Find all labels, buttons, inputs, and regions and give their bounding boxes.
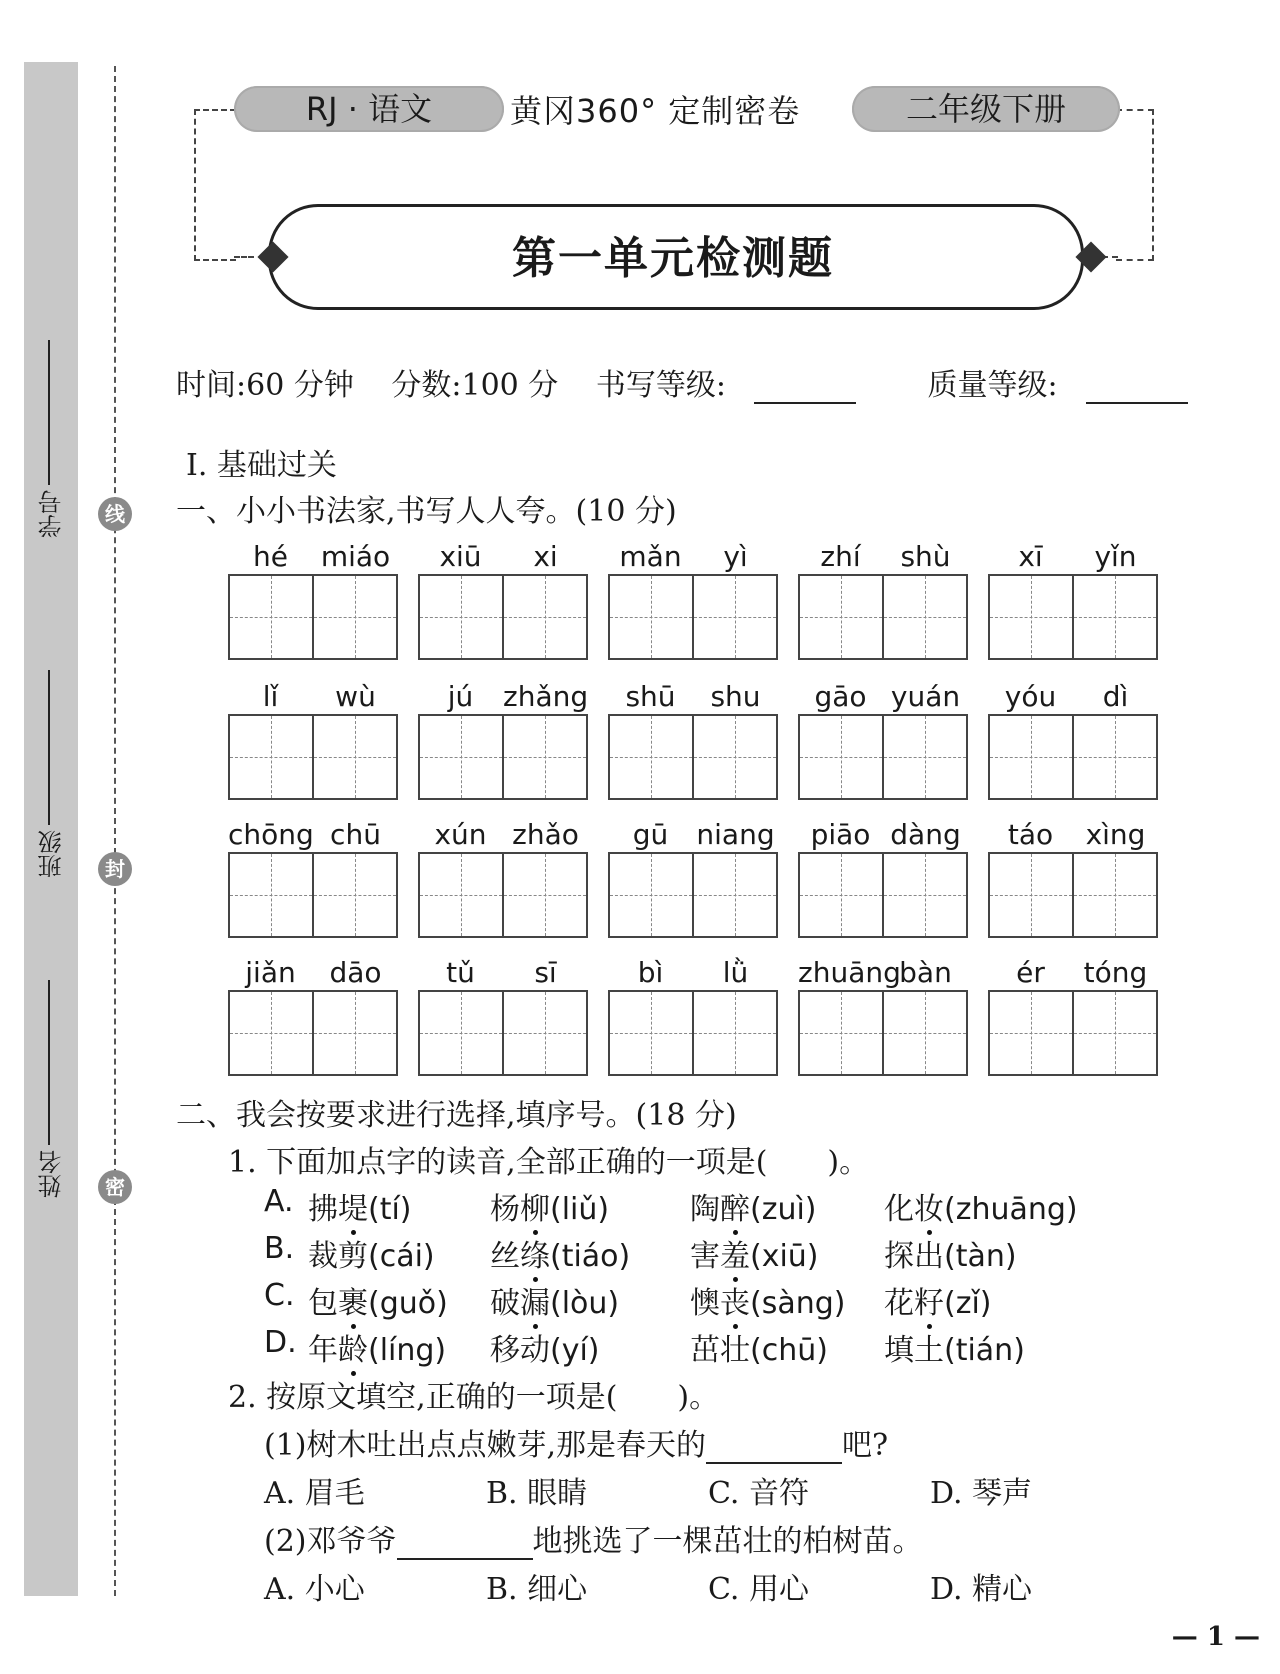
q1-option-word bbox=[308, 1278, 448, 1322]
dotted-char: 羞 bbox=[720, 1239, 750, 1274]
writing-grid[interactable] bbox=[798, 714, 968, 800]
sub2-option-c[interactable]: C. 用心 bbox=[708, 1572, 809, 1607]
pinyin-syllable: ér bbox=[1016, 956, 1045, 989]
pinyin-syllable: dāo bbox=[329, 956, 382, 989]
pinyin-syllable: shū bbox=[625, 680, 676, 713]
sub2-option-b[interactable]: B. 细心 bbox=[486, 1572, 588, 1607]
writing-grid[interactable] bbox=[418, 990, 588, 1076]
writing-cell[interactable] bbox=[610, 716, 692, 798]
writing-cell[interactable] bbox=[420, 716, 502, 798]
q1-option-label-a[interactable]: A. bbox=[264, 1184, 294, 1219]
seal-secret-char: 密 bbox=[98, 1170, 132, 1204]
pinyin-syllable: zhí bbox=[820, 540, 861, 573]
pinyin-syllable: dì bbox=[1102, 680, 1129, 713]
pinyin-syllable: miáo bbox=[320, 540, 391, 573]
pinyin-syllable: jú bbox=[447, 680, 474, 713]
dotted-char: 妆 bbox=[914, 1192, 944, 1227]
q1-option-word bbox=[884, 1184, 1078, 1228]
q1-option-word bbox=[308, 1325, 446, 1369]
section2-heading: 二、我会按要求进行选择,填序号。(18 分) bbox=[176, 1098, 737, 1133]
dotted-char: 剪 bbox=[338, 1239, 368, 1274]
writing-cell[interactable] bbox=[312, 576, 396, 658]
writing-cell[interactable] bbox=[502, 576, 586, 658]
word-char: 杨 bbox=[490, 1192, 520, 1227]
dotted-char: 壮 bbox=[720, 1333, 750, 1368]
writing-cell[interactable] bbox=[502, 992, 586, 1074]
pinyin-syllable: mǎn bbox=[619, 540, 682, 573]
class-blank[interactable] bbox=[48, 670, 50, 825]
writing-cell[interactable] bbox=[692, 854, 776, 936]
word-char: 拂 bbox=[308, 1192, 338, 1227]
question-1-stem: 1. 下面加点字的读音,全部正确的一项是( )。 bbox=[228, 1145, 870, 1180]
pronunciation: (chū) bbox=[750, 1333, 828, 1368]
writing-cell[interactable] bbox=[1072, 992, 1156, 1074]
question-2-stem: 2. 按原文填空,正确的一项是( )。 bbox=[228, 1380, 720, 1415]
pinyin-syllable: sī bbox=[534, 956, 557, 989]
cut-line bbox=[114, 66, 116, 1596]
writing-cell[interactable] bbox=[990, 576, 1072, 658]
writing-cell[interactable] bbox=[692, 576, 776, 658]
word-char: 包 bbox=[308, 1286, 338, 1321]
word-char: 丝 bbox=[490, 1239, 520, 1274]
writing-cell[interactable] bbox=[692, 716, 776, 798]
writing-cell[interactable] bbox=[610, 576, 692, 658]
writing-cell[interactable] bbox=[800, 576, 882, 658]
word-char: 年 bbox=[308, 1333, 338, 1368]
writing-cell[interactable] bbox=[882, 716, 966, 798]
sub1-answer-blank[interactable] bbox=[706, 1432, 842, 1464]
pinyin-syllable: xī bbox=[1018, 540, 1043, 573]
sub1-option-c[interactable]: C. 音符 bbox=[708, 1476, 809, 1511]
writing-cell[interactable] bbox=[990, 992, 1072, 1074]
writing-grid[interactable] bbox=[988, 714, 1158, 800]
writing-cell[interactable] bbox=[610, 854, 692, 936]
pinyin-syllable: tóng bbox=[1083, 956, 1148, 989]
pronunciation: (tián) bbox=[944, 1333, 1025, 1368]
writing-grade-label: 书写等级: bbox=[595, 368, 726, 403]
q1-option-word bbox=[884, 1231, 1017, 1275]
quality-grade-label: 质量等级: bbox=[927, 368, 1058, 403]
word-char: 破 bbox=[490, 1286, 520, 1321]
pronunciation: (xiū) bbox=[750, 1239, 819, 1274]
writing-cell[interactable] bbox=[230, 854, 312, 936]
sub2-text-after: 地挑选了一棵茁壮的柏树苗。 bbox=[532, 1524, 923, 1559]
pronunciation: (zuì) bbox=[750, 1192, 817, 1227]
word-char: 探 bbox=[884, 1239, 914, 1274]
writing-cell[interactable] bbox=[800, 854, 882, 936]
pinyin-syllable: bàn bbox=[899, 956, 952, 989]
writing-cell[interactable] bbox=[420, 992, 502, 1074]
writing-cell[interactable] bbox=[1072, 854, 1156, 936]
pinyin-syllable: yǐn bbox=[1094, 540, 1137, 573]
writing-grid[interactable] bbox=[798, 574, 968, 660]
pinyin-syllable: hé bbox=[253, 540, 288, 573]
writing-grid[interactable] bbox=[228, 852, 398, 938]
pronunciation: (lòu) bbox=[550, 1286, 620, 1321]
section1-heading: 一、小小书法家,书写人人夸。(10 分) bbox=[176, 494, 677, 529]
pinyin-syllable: piāo bbox=[810, 818, 871, 851]
header-frame-right bbox=[1116, 109, 1154, 261]
pronunciation: (cái) bbox=[368, 1239, 435, 1274]
page-number: — 1 — bbox=[1171, 1622, 1260, 1652]
writing-cell[interactable] bbox=[420, 576, 502, 658]
q1-option-word bbox=[690, 1231, 819, 1275]
sub2-answer-blank[interactable] bbox=[397, 1528, 533, 1560]
dotted-char: 柳 bbox=[520, 1192, 550, 1227]
sub1-text-before: (1)树木吐出点点嫩芽,那是春天的 bbox=[264, 1428, 707, 1463]
writing-cell[interactable] bbox=[502, 716, 586, 798]
q1-option-word bbox=[308, 1184, 412, 1228]
writing-cell[interactable] bbox=[882, 576, 966, 658]
dotted-char: 动 bbox=[520, 1333, 550, 1368]
pinyin-syllable: shù bbox=[900, 540, 951, 573]
page-title: 第一单元检测题 bbox=[512, 233, 834, 284]
writing-grid[interactable] bbox=[608, 574, 778, 660]
q1-option-word bbox=[490, 1231, 630, 1275]
sub2-option-a[interactable]: A. 小心 bbox=[264, 1572, 365, 1607]
word-char: 害 bbox=[690, 1239, 720, 1274]
q1-option-label-c[interactable]: C. bbox=[264, 1278, 295, 1313]
name-blank[interactable] bbox=[48, 980, 50, 1145]
exam-info bbox=[176, 360, 1216, 404]
dotted-char: 绦 bbox=[520, 1239, 550, 1274]
writing-cell[interactable] bbox=[502, 854, 586, 936]
pinyin-syllable: yuán bbox=[890, 680, 961, 713]
pinyin-syllable: bì bbox=[637, 956, 664, 989]
pronunciation: (liǔ) bbox=[550, 1192, 610, 1227]
pinyin-syllable: xìng bbox=[1085, 818, 1146, 851]
word-char: 懊 bbox=[690, 1286, 720, 1321]
pinyin-syllable: zhǎng bbox=[503, 680, 589, 713]
dotted-char: 裹 bbox=[338, 1286, 368, 1321]
pinyin-syllable: chōng bbox=[228, 818, 314, 851]
dotted-char: 醉 bbox=[720, 1192, 750, 1227]
pinyin-syllable: yì bbox=[723, 540, 748, 573]
subject-badge: RJ · 语文 bbox=[234, 86, 504, 132]
seal-seal-char: 封 bbox=[98, 852, 132, 886]
question-2-sub2 bbox=[264, 1516, 923, 1560]
q1-option-word bbox=[690, 1325, 828, 1369]
writing-cell[interactable] bbox=[312, 992, 396, 1074]
writing-cell[interactable] bbox=[800, 716, 882, 798]
dotted-char: 龄 bbox=[338, 1333, 368, 1368]
writing-grid[interactable] bbox=[228, 574, 398, 660]
dotted-char: 出 bbox=[914, 1239, 944, 1274]
pronunciation: (tí) bbox=[368, 1192, 412, 1227]
pinyin-syllable: gū bbox=[632, 818, 669, 851]
pinyin-syllable: yóu bbox=[1004, 680, 1057, 713]
pinyin-syllable: wù bbox=[335, 680, 376, 713]
q1-option-word bbox=[884, 1325, 1025, 1369]
sub1-text-after: 吧? bbox=[842, 1428, 889, 1463]
writing-grid[interactable] bbox=[418, 574, 588, 660]
q1-option-word bbox=[690, 1184, 817, 1228]
student-id-label: 学号 bbox=[38, 490, 66, 538]
writing-cell[interactable] bbox=[882, 992, 966, 1074]
header-frame-left bbox=[194, 109, 236, 261]
word-char: 填 bbox=[884, 1333, 914, 1368]
sub2-option-d[interactable]: D. 精心 bbox=[930, 1572, 1033, 1607]
student-id-blank[interactable] bbox=[48, 340, 50, 485]
pronunciation: (zǐ) bbox=[944, 1286, 992, 1321]
word-char: 陶 bbox=[690, 1192, 720, 1227]
word-char: 茁 bbox=[690, 1333, 720, 1368]
sub2-text-before: (2)邓爷爷 bbox=[264, 1524, 397, 1559]
pronunciation: (tiáo) bbox=[550, 1239, 631, 1274]
dotted-char: 堤 bbox=[338, 1192, 368, 1227]
pinyin-syllable: xún bbox=[434, 818, 487, 851]
pinyin-syllable: lǐ bbox=[262, 680, 279, 713]
writing-grid[interactable] bbox=[608, 852, 778, 938]
pinyin-syllable: zhuāng bbox=[798, 956, 901, 989]
writing-cell[interactable] bbox=[610, 992, 692, 1074]
writing-grid[interactable] bbox=[228, 990, 398, 1076]
writing-grid[interactable] bbox=[988, 990, 1158, 1076]
binding-margin bbox=[24, 62, 78, 1596]
writing-grid[interactable] bbox=[988, 574, 1158, 660]
pronunciation: (tàn) bbox=[944, 1239, 1017, 1274]
word-char: 裁 bbox=[308, 1239, 338, 1274]
pinyin-syllable: chū bbox=[330, 818, 381, 851]
writing-cell[interactable] bbox=[990, 854, 1072, 936]
writing-grid[interactable] bbox=[798, 990, 968, 1076]
pronunciation: (guǒ) bbox=[368, 1286, 448, 1321]
pinyin-syllable: lǜ bbox=[722, 956, 749, 989]
sub1-option-b[interactable]: B. 眼睛 bbox=[486, 1476, 588, 1511]
pinyin-syllable: xi bbox=[533, 540, 558, 573]
dotted-char: 土 bbox=[914, 1333, 944, 1368]
pinyin-syllable: niang bbox=[696, 818, 775, 851]
q1-option-label-d[interactable]: D. bbox=[264, 1325, 297, 1360]
dotted-char: 籽 bbox=[914, 1286, 944, 1321]
pinyin-syllable: gāo bbox=[814, 680, 867, 713]
writing-cell[interactable] bbox=[990, 716, 1072, 798]
total-score: 分数:100 分 bbox=[391, 368, 559, 403]
writing-grid[interactable] bbox=[988, 852, 1158, 938]
writing-grid[interactable] bbox=[608, 990, 778, 1076]
pronunciation: (zhuāng) bbox=[944, 1192, 1078, 1227]
writing-cell[interactable] bbox=[420, 854, 502, 936]
quality-grade-blank[interactable] bbox=[1086, 402, 1188, 404]
dotted-char: 漏 bbox=[520, 1286, 550, 1321]
writing-cell[interactable] bbox=[882, 854, 966, 936]
sub1-option-a[interactable]: A. 眉毛 bbox=[264, 1476, 365, 1511]
pronunciation: (yí) bbox=[550, 1333, 600, 1368]
pinyin-syllable: xiū bbox=[439, 540, 482, 573]
writing-grid[interactable] bbox=[418, 714, 588, 800]
writing-cell[interactable] bbox=[230, 992, 312, 1074]
q1-option-word bbox=[690, 1278, 845, 1322]
pinyin-syllable: shu bbox=[710, 680, 761, 713]
writing-grid[interactable] bbox=[798, 852, 968, 938]
pinyin-syllable: dàng bbox=[890, 818, 961, 851]
word-char: 花 bbox=[884, 1286, 914, 1321]
question-2-sub1 bbox=[264, 1420, 888, 1464]
writing-cell[interactable] bbox=[230, 576, 312, 658]
seal-line-char: 线 bbox=[98, 497, 132, 531]
q1-option-word bbox=[490, 1184, 609, 1228]
writing-grid[interactable] bbox=[228, 714, 398, 800]
name-label: 姓名 bbox=[38, 1150, 66, 1198]
writing-cell[interactable] bbox=[692, 992, 776, 1074]
q1-option-label-b[interactable]: B. bbox=[264, 1231, 295, 1266]
time-limit: 时间:60 分钟 bbox=[176, 368, 354, 403]
writing-cell[interactable] bbox=[230, 716, 312, 798]
word-char: 移 bbox=[490, 1333, 520, 1368]
writing-cell[interactable] bbox=[312, 854, 396, 936]
frame-connector-left bbox=[234, 256, 254, 258]
writing-grid[interactable] bbox=[608, 714, 778, 800]
sub1-option-d[interactable]: D. 琴声 bbox=[930, 1476, 1033, 1511]
q1-option-word bbox=[308, 1231, 435, 1275]
q1-option-word bbox=[490, 1325, 600, 1369]
grade-badge: 二年级下册 bbox=[852, 86, 1120, 132]
writing-cell[interactable] bbox=[1072, 576, 1156, 658]
pinyin-syllable: zhǎo bbox=[512, 818, 579, 851]
part-heading: Ⅰ. 基础过关 bbox=[186, 448, 337, 483]
q1-option-word bbox=[884, 1278, 992, 1322]
brand-title: 黄冈360° 定制密卷 bbox=[510, 92, 801, 130]
writing-cell[interactable] bbox=[800, 992, 882, 1074]
pinyin-syllable: jiǎn bbox=[245, 956, 296, 989]
word-char: 化 bbox=[884, 1192, 914, 1227]
pronunciation: (líng) bbox=[368, 1333, 447, 1368]
dotted-char: 丧 bbox=[720, 1286, 750, 1321]
writing-cell[interactable] bbox=[312, 716, 396, 798]
writing-cell[interactable] bbox=[1072, 716, 1156, 798]
pronunciation: (sàng) bbox=[750, 1286, 846, 1321]
q1-option-word bbox=[490, 1278, 619, 1322]
writing-grid[interactable] bbox=[418, 852, 588, 938]
pinyin-syllable: tǔ bbox=[446, 956, 475, 989]
writing-grade-blank[interactable] bbox=[754, 402, 856, 404]
pinyin-syllable: táo bbox=[1007, 818, 1054, 851]
class-label: 班级 bbox=[38, 830, 66, 878]
